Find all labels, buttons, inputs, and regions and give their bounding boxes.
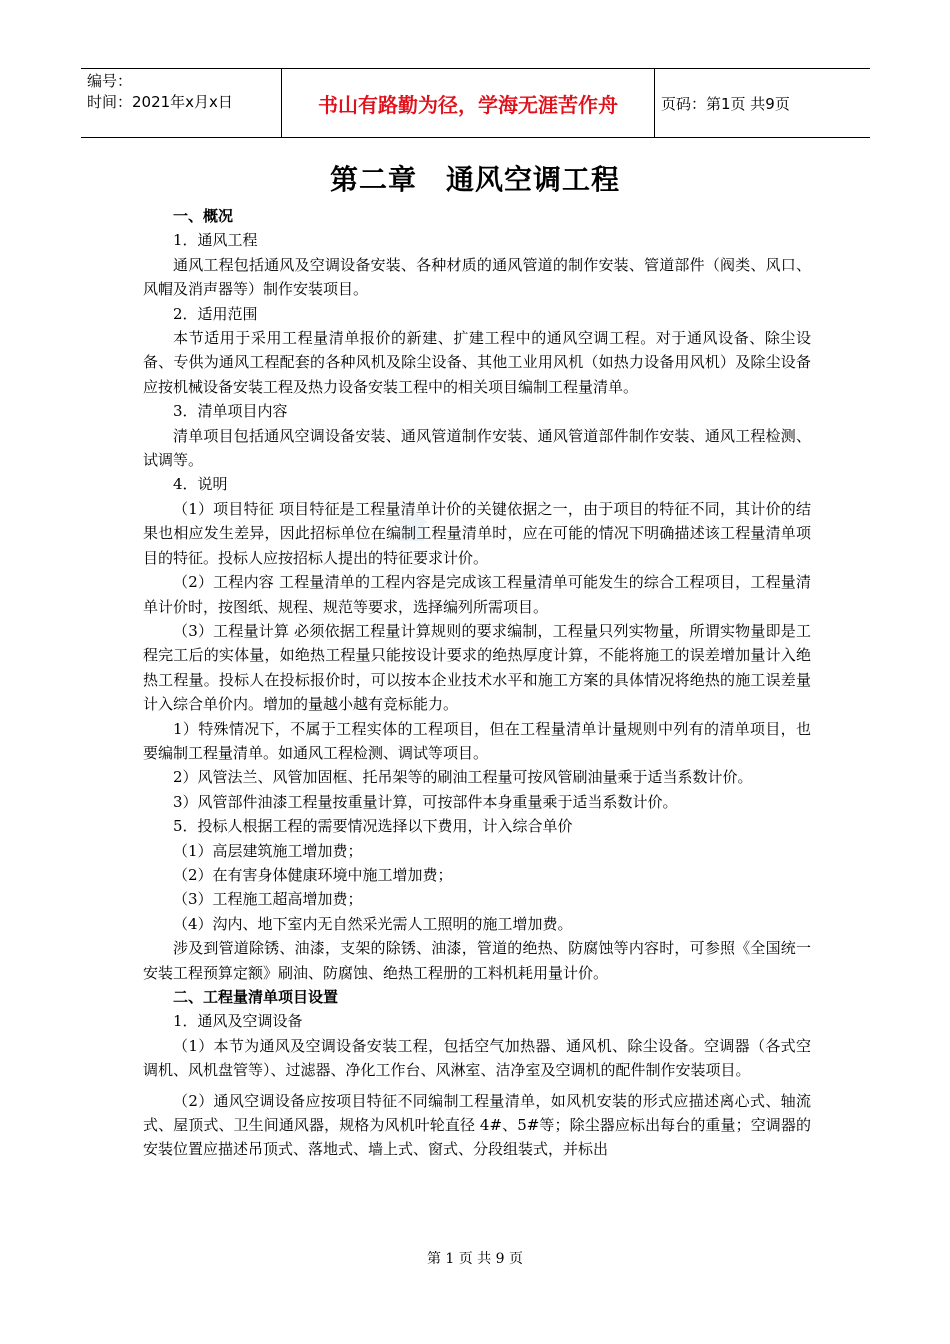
- body-paragraph: 4．说明: [173, 475, 228, 494]
- body-paragraph: （1）本节为通风及空调设备安装工程，包括空气加热器、通风机、除尘设备。空调器（各式空调机、风机盘管等）、过滤器、净化工作台、风淋室、洁净室及空调机的配件制作安装项目。: [143, 1036, 811, 1080]
- body-paragraph: （3）工程量计算 必须依据工程量计算规则的要求编制，工程量只列实物量，所谓实物量即是工程完工后的实体量，如绝热工程量只能按设计要求的绝热厚度计算，不能将施工的误差增加量计入绝热工程量。投标人在投标报价时，可以按本企业技术水平和施工方案的具体情况将绝热的施工误差量计入综合单价内。增加的量越小越有竞标能力。: [143, 621, 811, 714]
- body-paragraph: （1）高层建筑施工增加费；: [173, 841, 363, 860]
- body-paragraph: 2）风管法兰、风管加固框、托吊架等的刷油工程量可按风管刷油量乘于适当系数计价。: [173, 768, 753, 787]
- header-table: [81, 68, 870, 138]
- document-body: [143, 204, 811, 1162]
- body-paragraph: （2）通风空调设备应按项目特征不同编制工程量清单，如风机安装的形式应描述离心式、轴流式、屋顶式、卫生间通风器，规格为风机叶轮直径 4#、5#等；除尘器应标出每台的重量；空调器的安装位置应描述吊顶式、落地式、墙上式、窗式、分段组装式，并标出: [143, 1091, 811, 1159]
- section-heading: 二、工程量清单项目设置: [173, 988, 339, 1006]
- document-number-label: 编号：: [87, 72, 133, 90]
- body-paragraph: 涉及到管道除锈、油漆，支架的除锈、油漆，管道的绝热、防腐蚀等内容时，可参照《全国统一安装工程预算定额》刷油、防腐蚀、绝热工程册的工料机耗用量计价。: [143, 939, 811, 982]
- document-time: 时间：2021年x月x日: [87, 93, 233, 111]
- body-paragraph: （3）工程施工超高增加费；: [173, 890, 363, 909]
- header-meta: [81, 69, 281, 137]
- page-footer: 第 1 页 共 9 页: [426, 1251, 524, 1267]
- body-paragraph: 3．清单项目内容: [173, 402, 288, 421]
- body-paragraph: 3）风管部件油漆工程量按重量计算，可按部件本身重量乘于适当系数计价。: [173, 792, 678, 811]
- header-page-info: 页码：第1页 共9页: [661, 94, 790, 113]
- body-paragraph: 1）特殊情况下，不属于工程实体的工程项目，但在工程量清单计量规则中列有的清单项目，也要编制工程量清单。如通风工程检测、调试等项目。: [143, 719, 811, 762]
- body-paragraph: 清单项目包括通风空调设备安装、通风管道制作安装、通风管道部件制作安装、通风工程检测、试调等。: [143, 426, 811, 470]
- body-paragraph: （4）沟内、地下室内无自然采光需人工照明的施工增加费。: [173, 914, 573, 933]
- body-paragraph: 1．通风工程: [173, 231, 258, 250]
- body-paragraph: （2）工程内容 工程量清单的工程内容是完成该工程量清单可能发生的综合工程项目，工程量清单计价时，按图纸、规程、规范等要求，选择编列所需项目。: [143, 573, 811, 616]
- body-paragraph: 5．投标人根据工程的需要情况选择以下费用，计入综合单价: [173, 817, 573, 836]
- body-paragraph: 2．适用范围: [173, 304, 258, 323]
- section-heading: 一、概况: [173, 207, 234, 225]
- body-paragraph: （1）项目特征 项目特征是工程量清单计价的关键依据之一，由于项目的特征不同，其计价的结果也相应发生差异，因此招标单位在编制工程量清单时，应在可能的情况下明确描述该工程量清单项目的特征。投标人应按招标人提出的特征要求计价。: [143, 499, 811, 567]
- header-motto: 书山有路勤为径，学海无涯苦作舟: [281, 69, 655, 137]
- body-paragraph: 本节适用于采用工程量清单报价的新建、扩建工程中的通风空调工程。对于通风设备、除尘设备、专供为通风工程配套的各种风机及除尘设备、其他工业用风机（如热力设备用风机）及除尘设备应按机械设备安装工程及热力设备安装工程中的相关项目编制工程量清单。: [143, 329, 811, 396]
- body-paragraph: （2）在有害身体健康环境中施工增加费；: [173, 865, 453, 884]
- body-paragraph: 通风工程包括通风及空调设备安装、各种材质的通风管道的制作安装、管道部件（阀类、风口、风帽及消声器等）制作安装项目。: [143, 255, 811, 299]
- body-paragraph: 1．通风及空调设备: [173, 1012, 303, 1031]
- chapter-title: 第二章 通风空调工程: [329, 163, 620, 196]
